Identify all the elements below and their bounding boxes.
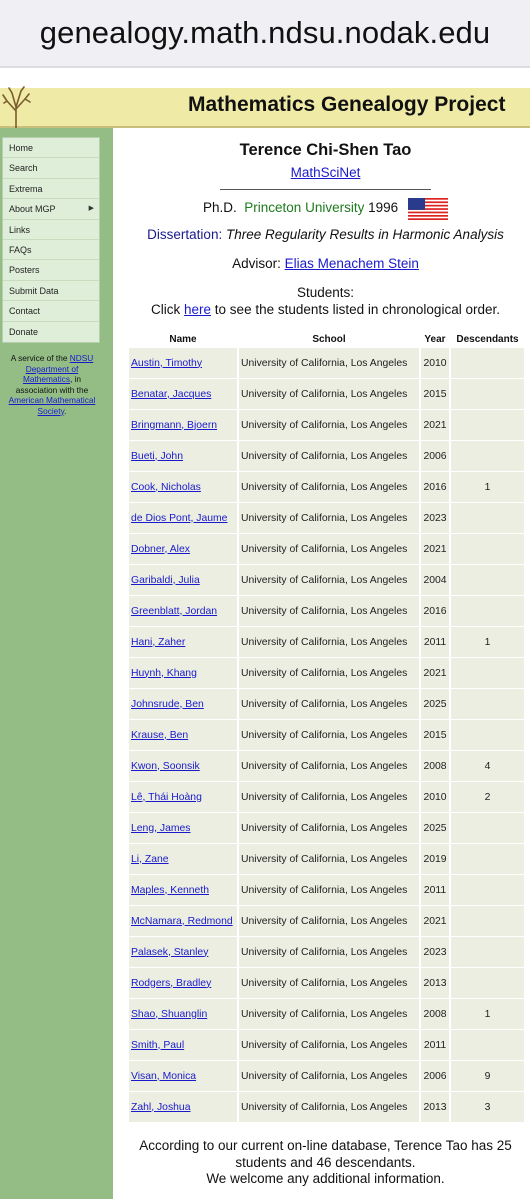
student-descendants: 1 bbox=[451, 627, 524, 657]
degree: Ph.D. bbox=[203, 200, 237, 215]
student-school: University of California, Los Angeles bbox=[239, 410, 419, 440]
student-name-cell bbox=[129, 968, 237, 998]
student-name-cell bbox=[129, 565, 237, 595]
student-school: University of California, Los Angeles bbox=[239, 503, 419, 533]
student-descendants: 1 bbox=[451, 472, 524, 502]
student-name-cell bbox=[129, 1092, 237, 1122]
student-descendants bbox=[451, 348, 524, 378]
chronological-link[interactable]: here bbox=[184, 302, 212, 317]
student-name-link[interactable]: Benatar, Jacques bbox=[131, 388, 212, 400]
student-year: 2025 bbox=[421, 689, 449, 719]
student-name-cell bbox=[129, 906, 237, 936]
student-name-link[interactable]: Bringmann, Bjoern bbox=[131, 419, 218, 431]
footer-note bbox=[113, 1138, 530, 1188]
table-row bbox=[129, 441, 524, 471]
student-year: 2015 bbox=[421, 720, 449, 750]
degree-line bbox=[203, 200, 398, 215]
student-school: University of California, Los Angeles bbox=[239, 968, 419, 998]
student-school: University of California, Los Angeles bbox=[239, 751, 419, 781]
footer-summary: According to our current on-line database, Terence Tao has 25 students and 46 descendants. bbox=[139, 1138, 512, 1170]
student-descendants bbox=[451, 503, 524, 533]
student-name-link[interactable]: Kwon, Soonsik bbox=[131, 760, 200, 772]
student-year: 2016 bbox=[421, 472, 449, 502]
student-school: University of California, Los Angeles bbox=[239, 720, 419, 750]
menu-item-links[interactable]: Links bbox=[3, 220, 99, 240]
student-year: 2021 bbox=[421, 906, 449, 936]
student-name-link[interactable]: Leng, James bbox=[131, 822, 191, 834]
table-row bbox=[129, 596, 524, 626]
col-header-descendants: Descendants bbox=[456, 333, 519, 345]
student-name-cell bbox=[129, 999, 237, 1029]
menu-item-donate[interactable]: Donate bbox=[9, 326, 39, 337]
footer-welcome: We welcome any additional information. bbox=[206, 1171, 445, 1186]
table-row bbox=[129, 968, 524, 998]
us-flag-icon bbox=[408, 198, 448, 220]
degree-year: 1996 bbox=[368, 200, 399, 215]
student-name-cell bbox=[129, 720, 237, 750]
col-header-school: School bbox=[312, 333, 346, 345]
student-school: University of California, Los Angeles bbox=[239, 844, 419, 874]
student-name-link[interactable]: Dobner, Alex bbox=[131, 543, 190, 555]
student-descendants: 9 bbox=[451, 1061, 524, 1091]
address-bar[interactable] bbox=[0, 0, 530, 66]
student-name-cell bbox=[129, 379, 237, 409]
student-descendants bbox=[451, 565, 524, 595]
student-name-link[interactable]: Maples, Kenneth bbox=[131, 884, 209, 896]
table-row bbox=[129, 875, 524, 905]
student-name-cell bbox=[129, 410, 237, 440]
menu-item-faqs[interactable]: FAQs bbox=[3, 240, 99, 260]
student-school: University of California, Los Angeles bbox=[239, 441, 419, 471]
student-name-link[interactable]: Rodgers, Bradley bbox=[131, 977, 212, 989]
student-name-cell bbox=[129, 875, 237, 905]
student-year: 2008 bbox=[421, 999, 449, 1029]
student-school: University of California, Los Angeles bbox=[239, 1092, 419, 1122]
students-table-body bbox=[129, 348, 524, 1122]
student-year: 2006 bbox=[421, 441, 449, 471]
student-name-link[interactable]: Smith, Paul bbox=[131, 1039, 185, 1051]
student-year: 2013 bbox=[421, 968, 449, 998]
student-name-cell bbox=[129, 348, 237, 378]
service-note: A service of the NDSU Department of Mathematics, in association with the American Mathematical Society. bbox=[8, 353, 96, 416]
student-descendants: 1 bbox=[451, 999, 524, 1029]
table-row bbox=[129, 782, 524, 812]
student-name-cell bbox=[129, 1030, 237, 1060]
student-school: University of California, Los Angeles bbox=[239, 348, 419, 378]
student-school: University of California, Los Angeles bbox=[239, 689, 419, 719]
student-name-cell bbox=[129, 751, 237, 781]
student-year: 2004 bbox=[421, 565, 449, 595]
dissertation: Dissertation: Three Regularity Results in Harmonic Analysis bbox=[147, 227, 504, 242]
student-school: University of California, Los Angeles bbox=[239, 906, 419, 936]
col-header-year: Year bbox=[424, 333, 446, 345]
student-name-link[interactable]: Zahl, Joshua bbox=[131, 1101, 191, 1113]
student-school: University of California, Los Angeles bbox=[239, 534, 419, 564]
student-name-link[interactable]: de Dios Pont, Jaume bbox=[131, 512, 228, 524]
student-year: 2021 bbox=[421, 410, 449, 440]
dissertation-title: Three Regularity Results in Harmonic Analysis bbox=[225, 227, 504, 242]
student-descendants bbox=[451, 596, 524, 626]
student-descendants: 2 bbox=[451, 782, 524, 812]
student-year: 2011 bbox=[421, 627, 449, 657]
students-label: Students: bbox=[296, 285, 355, 300]
table-row bbox=[129, 565, 524, 595]
student-name-link[interactable]: Greenblatt, Jordan bbox=[131, 605, 218, 617]
table-row bbox=[129, 1092, 524, 1122]
student-school: University of California, Los Angeles bbox=[239, 782, 419, 812]
sidebar bbox=[0, 128, 113, 1199]
table-row bbox=[129, 844, 524, 874]
table-row bbox=[129, 348, 524, 378]
university: Princeton University bbox=[244, 200, 365, 215]
student-year: 2011 bbox=[421, 875, 449, 905]
student-name-link[interactable]: Austin, Timothy bbox=[131, 357, 203, 369]
student-descendants bbox=[451, 1030, 524, 1060]
student-year: 2021 bbox=[421, 534, 449, 564]
col-header-name: Name bbox=[169, 333, 197, 345]
student-school: University of California, Los Angeles bbox=[239, 813, 419, 843]
student-name-link[interactable]: Garibaldi, Julia bbox=[131, 574, 200, 586]
student-school: University of California, Los Angeles bbox=[239, 379, 419, 409]
mathscinet-link[interactable]: MathSciNet bbox=[290, 165, 361, 180]
menu-item-posters[interactable]: Posters bbox=[3, 260, 99, 280]
student-school: University of California, Los Angeles bbox=[239, 1030, 419, 1060]
student-name-cell bbox=[129, 1061, 237, 1091]
site-header bbox=[0, 88, 530, 128]
advisor: Advisor: Elias Menachem Stein bbox=[232, 256, 419, 271]
student-name-cell bbox=[129, 844, 237, 874]
student-year: 2025 bbox=[421, 813, 449, 843]
student-name-cell bbox=[129, 503, 237, 533]
student-descendants bbox=[451, 813, 524, 843]
menu-item-contact[interactable]: Contact bbox=[3, 301, 99, 321]
site-title: Mathematics Genealogy Project bbox=[188, 93, 506, 116]
student-name-link[interactable]: Huynh, Khang bbox=[131, 667, 197, 679]
student-school: University of California, Los Angeles bbox=[239, 565, 419, 595]
table-row bbox=[129, 999, 524, 1029]
student-descendants bbox=[451, 906, 524, 936]
student-year: 2010 bbox=[421, 348, 449, 378]
table-row bbox=[129, 627, 524, 657]
student-name-link[interactable]: Li, Zane bbox=[131, 853, 169, 865]
nav-menu bbox=[2, 137, 100, 343]
students-table bbox=[127, 330, 526, 1123]
student-year: 2008 bbox=[421, 751, 449, 781]
menu-item-submit-data[interactable]: Submit Data bbox=[3, 281, 99, 301]
student-school: University of California, Los Angeles bbox=[239, 658, 419, 688]
student-name-link[interactable]: Lê, Thái Hoàng bbox=[131, 791, 202, 803]
student-name-cell bbox=[129, 813, 237, 843]
table-row bbox=[129, 472, 524, 502]
student-name-link[interactable]: Johnsrude, Ben bbox=[131, 698, 204, 710]
ams-link[interactable]: American Mathematical Society bbox=[8, 395, 96, 416]
student-school: University of California, Los Angeles bbox=[239, 627, 419, 657]
divider bbox=[220, 189, 431, 190]
student-school: University of California, Los Angeles bbox=[239, 937, 419, 967]
student-year: 2011 bbox=[421, 1030, 449, 1060]
student-descendants bbox=[451, 720, 524, 750]
menu-item-home[interactable]: Home bbox=[3, 138, 99, 158]
student-year: 2015 bbox=[421, 379, 449, 409]
chronological-note: Click here to see the students listed in chronological order. bbox=[151, 302, 500, 317]
student-year: 2013 bbox=[421, 1092, 449, 1122]
table-row bbox=[129, 937, 524, 967]
table-row bbox=[129, 1030, 524, 1060]
main-content bbox=[113, 128, 530, 1199]
student-school: University of California, Los Angeles bbox=[239, 875, 419, 905]
student-name-link[interactable]: Palasek, Stanley bbox=[131, 946, 209, 958]
student-year: 2010 bbox=[421, 782, 449, 812]
table-row bbox=[129, 410, 524, 440]
student-school: University of California, Los Angeles bbox=[239, 1061, 419, 1091]
table-header-row bbox=[129, 331, 524, 347]
student-year: 2023 bbox=[421, 937, 449, 967]
url-text: genealogy.math.ndsu.nodak.edu bbox=[39, 15, 491, 50]
student-year: 2023 bbox=[421, 503, 449, 533]
student-name-cell bbox=[129, 627, 237, 657]
menu-item-search[interactable]: Search bbox=[3, 158, 99, 178]
table-row bbox=[129, 1061, 524, 1091]
student-name-link[interactable]: Cook, Nicholas bbox=[131, 481, 201, 493]
student-name-link[interactable]: Bueti, John bbox=[131, 450, 183, 462]
student-name-cell bbox=[129, 534, 237, 564]
menu-item-extrema[interactable]: Extrema bbox=[3, 179, 99, 199]
table-row bbox=[129, 379, 524, 409]
student-name-cell bbox=[129, 596, 237, 626]
student-name-cell bbox=[129, 937, 237, 967]
student-name-link[interactable]: Visan, Monica bbox=[131, 1070, 197, 1082]
student-school: University of California, Los Angeles bbox=[239, 472, 419, 502]
table-row bbox=[129, 720, 524, 750]
table-row bbox=[129, 813, 524, 843]
table-row bbox=[129, 503, 524, 533]
student-name-cell bbox=[129, 658, 237, 688]
student-descendants bbox=[451, 844, 524, 874]
student-name-link[interactable]: Krause, Ben bbox=[131, 729, 189, 741]
student-name-cell bbox=[129, 441, 237, 471]
student-descendants bbox=[451, 410, 524, 440]
student-school: University of California, Los Angeles bbox=[239, 999, 419, 1029]
student-descendants bbox=[451, 534, 524, 564]
table-row bbox=[129, 906, 524, 936]
student-school: University of California, Los Angeles bbox=[239, 596, 419, 626]
top-stripe bbox=[0, 68, 530, 88]
student-descendants bbox=[451, 658, 524, 688]
table-row bbox=[129, 534, 524, 564]
triangle-right-icon: ▶ bbox=[88, 205, 94, 213]
student-year: 2016 bbox=[421, 596, 449, 626]
student-descendants bbox=[451, 689, 524, 719]
advisor-link[interactable]: Elias Menachem Stein bbox=[284, 256, 419, 271]
student-name-link[interactable]: Hani, Zaher bbox=[131, 636, 186, 648]
student-descendants bbox=[451, 968, 524, 998]
ndsu-link[interactable]: NDSU Department of Mathematics bbox=[22, 353, 94, 384]
student-year: 2021 bbox=[421, 658, 449, 688]
menu-item-about[interactable]: About MGP ▶ bbox=[3, 199, 99, 219]
person-name: Terence Chi-Shen Tao bbox=[239, 141, 412, 159]
student-name-link[interactable]: McNamara, Redmond bbox=[131, 915, 233, 927]
table-row bbox=[129, 658, 524, 688]
student-name-link[interactable]: Shao, Shuanglin bbox=[131, 1008, 208, 1020]
table-row bbox=[129, 751, 524, 781]
student-descendants: 4 bbox=[451, 751, 524, 781]
student-year: 2019 bbox=[421, 844, 449, 874]
table-row bbox=[129, 689, 524, 719]
student-name-cell bbox=[129, 472, 237, 502]
student-year: 2006 bbox=[421, 1061, 449, 1091]
tree-icon[interactable] bbox=[0, 85, 32, 129]
student-descendants bbox=[451, 441, 524, 471]
student-descendants bbox=[451, 937, 524, 967]
student-descendants bbox=[451, 379, 524, 409]
student-name-cell bbox=[129, 689, 237, 719]
student-descendants: 3 bbox=[451, 1092, 524, 1122]
student-name-cell bbox=[129, 782, 237, 812]
student-descendants bbox=[451, 875, 524, 905]
